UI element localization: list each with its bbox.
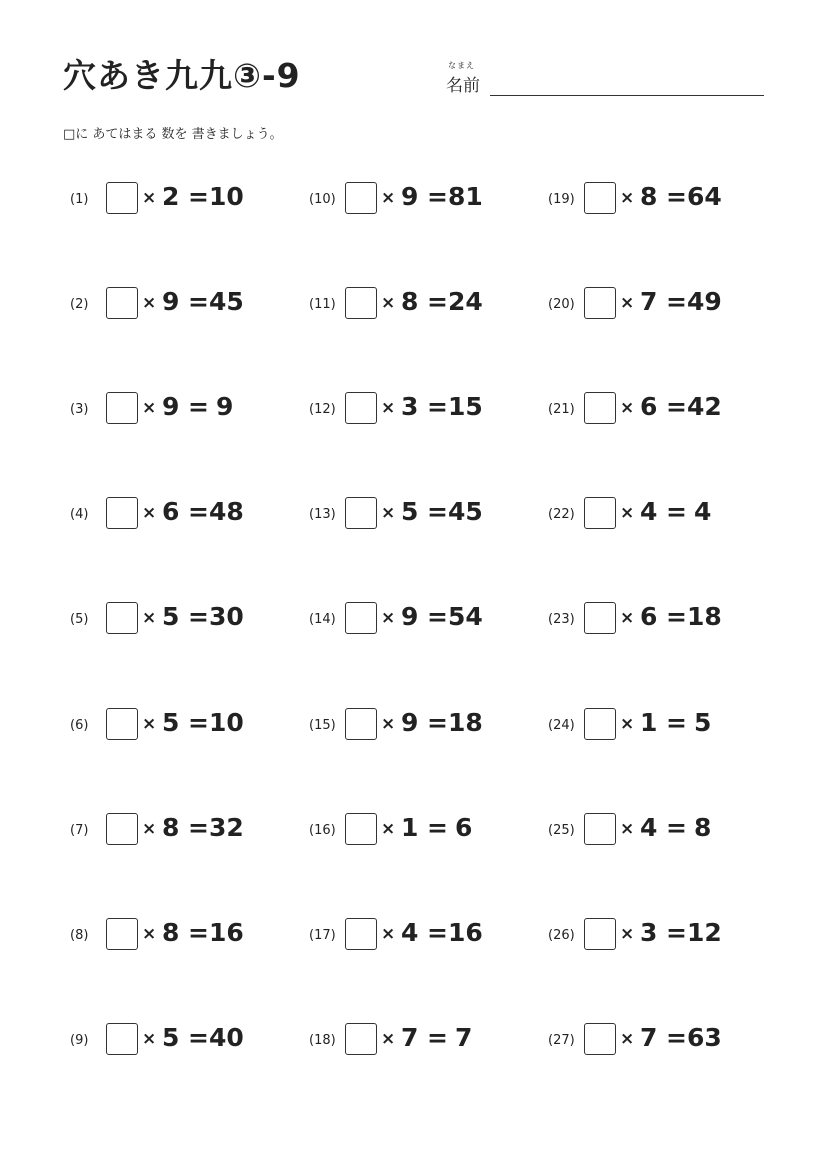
worksheet-title: 穴あき九九③-9 <box>63 56 301 95</box>
answer-box[interactable] <box>106 182 138 214</box>
equals-sign: = <box>666 1023 687 1052</box>
product-value: 45 <box>448 497 483 526</box>
problem-number: (17) <box>309 928 336 943</box>
equals-sign: = <box>427 497 448 526</box>
multiplier-value: 3 <box>640 918 658 947</box>
problem-number: (21) <box>548 402 575 417</box>
product-value: 54 <box>448 602 483 631</box>
answer-box[interactable] <box>345 813 377 845</box>
multiplier-value: 5 <box>401 497 419 526</box>
problem-number: (1) <box>70 192 89 207</box>
product-value: 4 <box>694 497 712 526</box>
answer-box[interactable] <box>584 392 616 424</box>
equals-sign: = <box>188 708 209 737</box>
equals-sign: = <box>666 602 687 631</box>
answer-box[interactable] <box>584 1023 616 1055</box>
problem-item <box>548 813 768 849</box>
problem-item <box>70 708 290 744</box>
times-sign: × <box>381 608 396 628</box>
problem-number: (16) <box>309 823 336 838</box>
problem-item <box>309 392 529 428</box>
answer-box[interactable] <box>106 1023 138 1055</box>
product-value: 64 <box>687 182 722 211</box>
multiplier-value: 6 <box>640 392 658 421</box>
answer-box[interactable] <box>584 602 616 634</box>
problem-item <box>548 497 768 533</box>
problem-number: (3) <box>70 402 89 417</box>
problem-item <box>548 392 768 428</box>
times-sign: × <box>620 503 635 523</box>
answer-box[interactable] <box>106 287 138 319</box>
multiplier-value: 1 <box>401 813 419 842</box>
answer-box[interactable] <box>584 918 616 950</box>
problem-number: (8) <box>70 928 89 943</box>
product-value: 81 <box>448 182 483 211</box>
product-value: 7 <box>455 1023 473 1052</box>
times-sign: × <box>142 924 157 944</box>
times-sign: × <box>620 398 635 418</box>
times-sign: × <box>142 503 157 523</box>
equals-sign: = <box>666 287 687 316</box>
multiplier-value: 8 <box>162 813 180 842</box>
equals-sign: = <box>666 708 687 737</box>
multiplier-value: 4 <box>640 497 658 526</box>
equals-sign: = <box>188 602 209 631</box>
name-field <box>446 60 764 100</box>
problem-item <box>70 497 290 533</box>
answer-box[interactable] <box>106 602 138 634</box>
multiplier-value: 5 <box>162 602 180 631</box>
problem-number: (4) <box>70 507 89 522</box>
problem-item <box>309 182 529 218</box>
problem-item <box>70 813 290 849</box>
multiplier-value: 5 <box>162 1023 180 1052</box>
equals-sign: = <box>427 182 448 211</box>
answer-box[interactable] <box>345 602 377 634</box>
product-value: 45 <box>209 287 244 316</box>
product-value: 18 <box>687 602 722 631</box>
times-sign: × <box>142 714 157 734</box>
product-value: 63 <box>687 1023 722 1052</box>
answer-box[interactable] <box>345 287 377 319</box>
problem-item <box>70 392 290 428</box>
problem-number: (22) <box>548 507 575 522</box>
answer-box[interactable] <box>584 708 616 740</box>
times-sign: × <box>142 608 157 628</box>
problem-number: (7) <box>70 823 89 838</box>
problem-item <box>70 182 290 218</box>
equals-sign: = <box>188 287 209 316</box>
times-sign: × <box>620 293 635 313</box>
problem-number: (10) <box>309 192 336 207</box>
problem-number: (11) <box>309 297 336 312</box>
equals-sign: = <box>666 182 687 211</box>
multiplier-value: 5 <box>162 708 180 737</box>
times-sign: × <box>142 188 157 208</box>
name-write-line[interactable] <box>490 95 764 96</box>
product-value: 30 <box>209 602 244 631</box>
product-value: 10 <box>209 708 244 737</box>
answer-box[interactable] <box>345 392 377 424</box>
problem-item <box>548 918 768 954</box>
multiplier-value: 9 <box>162 392 180 421</box>
problem-item <box>309 1023 529 1059</box>
problem-number: (20) <box>548 297 575 312</box>
problem-number: (9) <box>70 1033 89 1048</box>
answer-box[interactable] <box>345 182 377 214</box>
answer-box[interactable] <box>345 1023 377 1055</box>
problem-item <box>70 918 290 954</box>
multiplier-value: 4 <box>401 918 419 947</box>
problem-number: (26) <box>548 928 575 943</box>
product-value: 48 <box>209 497 244 526</box>
times-sign: × <box>142 398 157 418</box>
multiplier-value: 6 <box>162 497 180 526</box>
multiplier-value: 7 <box>401 1023 419 1052</box>
equals-sign: = <box>666 497 687 526</box>
equals-sign: = <box>427 602 448 631</box>
name-ruby: なまえ <box>448 61 475 70</box>
times-sign: × <box>620 714 635 734</box>
answer-box[interactable] <box>106 708 138 740</box>
product-value: 24 <box>448 287 483 316</box>
problem-item <box>548 1023 768 1059</box>
multiplier-value: 9 <box>401 182 419 211</box>
equals-sign: = <box>188 392 209 421</box>
equals-sign: = <box>188 497 209 526</box>
multiplier-value: 3 <box>401 392 419 421</box>
product-value: 15 <box>448 392 483 421</box>
problem-number: (23) <box>548 612 575 627</box>
problem-item <box>309 813 529 849</box>
problem-item <box>309 918 529 954</box>
multiplier-value: 4 <box>640 813 658 842</box>
problem-item <box>309 602 529 638</box>
multiplier-value: 2 <box>162 182 180 211</box>
multiplier-value: 8 <box>162 918 180 947</box>
times-sign: × <box>620 819 635 839</box>
product-value: 9 <box>216 392 234 421</box>
times-sign: × <box>142 293 157 313</box>
answer-box[interactable] <box>584 497 616 529</box>
equals-sign: = <box>666 918 687 947</box>
product-value: 6 <box>455 813 473 842</box>
answer-box[interactable] <box>584 182 616 214</box>
problem-item <box>309 287 529 323</box>
times-sign: × <box>381 714 396 734</box>
product-value: 42 <box>687 392 722 421</box>
product-value: 40 <box>209 1023 244 1052</box>
product-value: 49 <box>687 287 722 316</box>
times-sign: × <box>381 1029 396 1049</box>
equals-sign: = <box>666 392 687 421</box>
multiplier-value: 9 <box>162 287 180 316</box>
answer-box[interactable] <box>106 813 138 845</box>
multiplier-value: 8 <box>640 182 658 211</box>
multiplier-value: 9 <box>401 708 419 737</box>
problem-item <box>70 287 290 323</box>
product-value: 10 <box>209 182 244 211</box>
product-value: 5 <box>694 708 712 737</box>
problem-number: (15) <box>309 718 336 733</box>
answer-box[interactable] <box>106 497 138 529</box>
equals-sign: = <box>427 287 448 316</box>
equals-sign: = <box>427 918 448 947</box>
problem-item <box>548 708 768 744</box>
times-sign: × <box>620 924 635 944</box>
multiplier-value: 6 <box>640 602 658 631</box>
problem-number: (19) <box>548 192 575 207</box>
answer-box[interactable] <box>345 918 377 950</box>
problem-item <box>309 708 529 744</box>
answer-box[interactable] <box>345 708 377 740</box>
product-value: 12 <box>687 918 722 947</box>
product-value: 32 <box>209 813 244 842</box>
problem-item <box>70 602 290 638</box>
times-sign: × <box>620 1029 635 1049</box>
answer-box[interactable] <box>345 497 377 529</box>
problem-number: (25) <box>548 823 575 838</box>
equals-sign: = <box>188 813 209 842</box>
problem-number: (18) <box>309 1033 336 1048</box>
multiplier-value: 1 <box>640 708 658 737</box>
product-value: 8 <box>694 813 712 842</box>
multiplier-value: 9 <box>401 602 419 631</box>
problem-number: (14) <box>309 612 336 627</box>
answer-box[interactable] <box>584 287 616 319</box>
answer-box[interactable] <box>106 918 138 950</box>
times-sign: × <box>381 293 396 313</box>
problem-number: (2) <box>70 297 89 312</box>
name-label: 名前 <box>446 76 480 96</box>
equals-sign: = <box>188 182 209 211</box>
equals-sign: = <box>427 392 448 421</box>
problem-item <box>548 287 768 323</box>
times-sign: × <box>381 924 396 944</box>
problem-number: (12) <box>309 402 336 417</box>
problem-item <box>548 602 768 638</box>
equals-sign: = <box>188 1023 209 1052</box>
equals-sign: = <box>427 708 448 737</box>
product-value: 18 <box>448 708 483 737</box>
times-sign: × <box>381 819 396 839</box>
problem-number: (27) <box>548 1033 575 1048</box>
times-sign: × <box>142 1029 157 1049</box>
times-sign: × <box>381 188 396 208</box>
multiplier-value: 8 <box>401 287 419 316</box>
answer-box[interactable] <box>106 392 138 424</box>
problem-number: (13) <box>309 507 336 522</box>
product-value: 16 <box>448 918 483 947</box>
times-sign: × <box>620 188 635 208</box>
problem-number: (5) <box>70 612 89 627</box>
multiplier-value: 7 <box>640 287 658 316</box>
problem-number: (24) <box>548 718 575 733</box>
equals-sign: = <box>666 813 687 842</box>
times-sign: × <box>142 819 157 839</box>
problem-item <box>309 497 529 533</box>
problem-item <box>548 182 768 218</box>
times-sign: × <box>381 398 396 418</box>
problem-number: (6) <box>70 718 89 733</box>
times-sign: × <box>381 503 396 523</box>
multiplier-value: 7 <box>640 1023 658 1052</box>
times-sign: × <box>620 608 635 628</box>
equals-sign: = <box>427 813 448 842</box>
equals-sign: = <box>188 918 209 947</box>
answer-box[interactable] <box>584 813 616 845</box>
equals-sign: = <box>427 1023 448 1052</box>
problem-item <box>70 1023 290 1059</box>
instruction-text: □に あてはまる 数を 書きましょう。 <box>63 127 283 142</box>
product-value: 16 <box>209 918 244 947</box>
